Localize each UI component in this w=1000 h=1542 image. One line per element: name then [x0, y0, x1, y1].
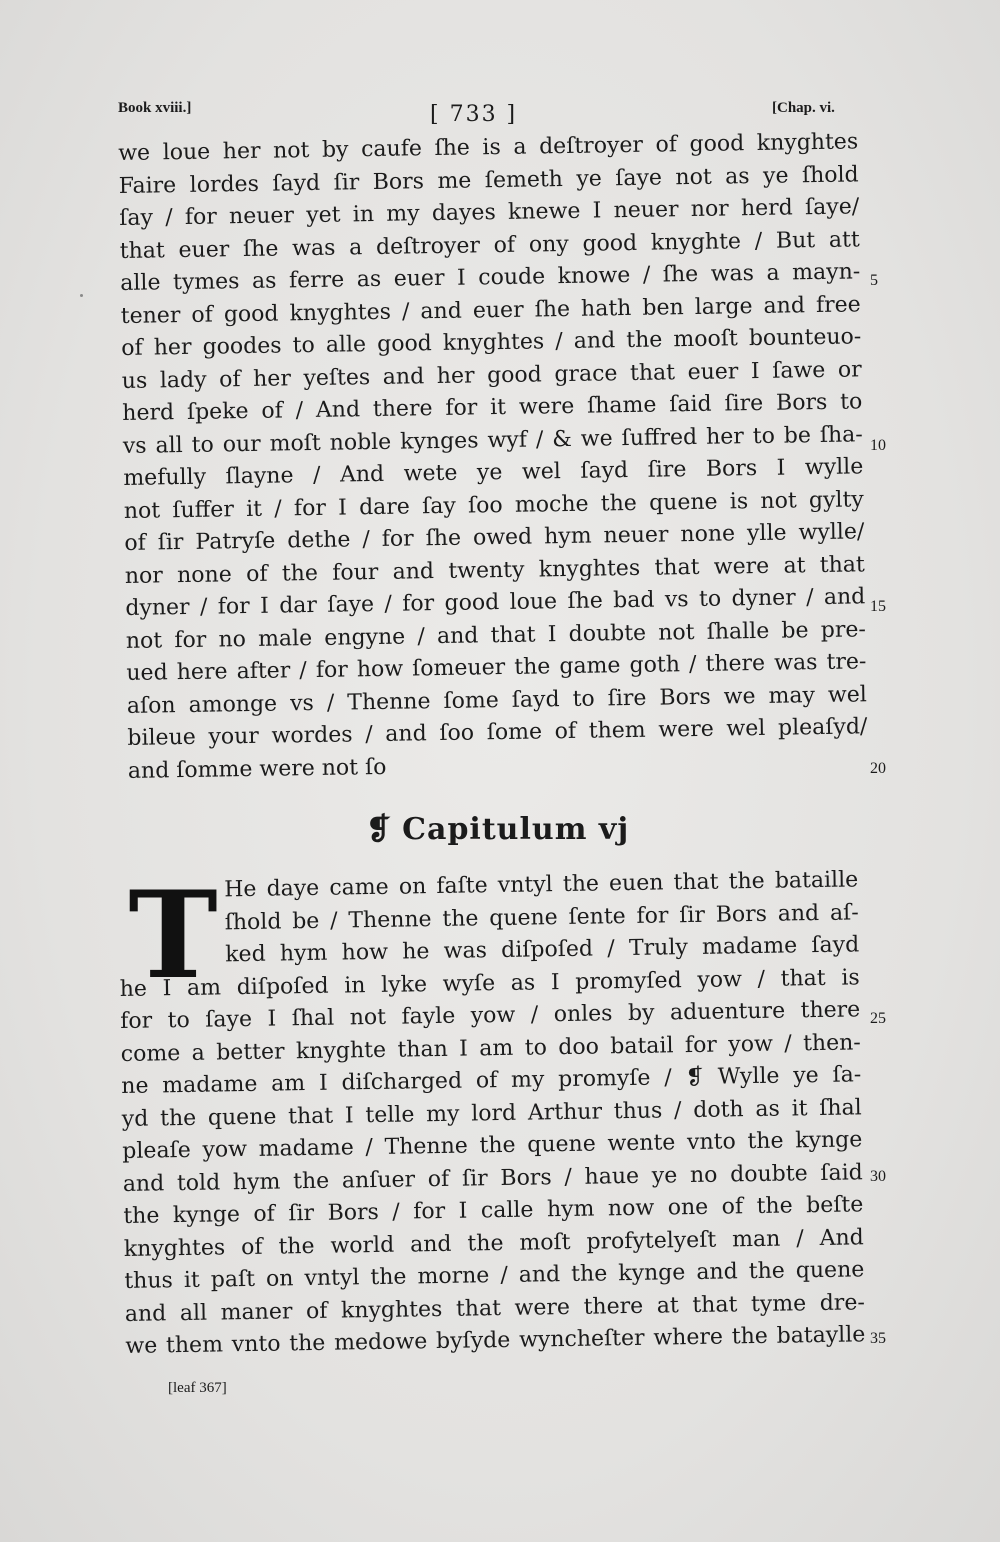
text-line: ſhold be / Thenne the quene ſente for ſir Bors and aſ- — [224, 899, 859, 935]
text-line: that euer ſhe was a deſtroyer of ony good knyghte / But att — [119, 226, 860, 264]
text-line: vs all to our moſt noble kynges wyf / & we ſuffred her to be ſha- — [122, 421, 863, 459]
text-line: the kynge of ſir Bors / for I calle hym now one of the beſte — [123, 1192, 864, 1229]
pilcrow-icon: ❡ — [366, 812, 393, 847]
line-number: 15 — [870, 598, 886, 615]
text-line: ked hym how he was diſpoſed / Truly madame ſayd — [225, 932, 860, 968]
text-line: yd the quene that I telle my lord Arthur thus / doth as it ſhal — [121, 1094, 862, 1132]
text-line: aſon amonge vs / Thenne ſome ſayd to ſire Bors we may wel — [126, 681, 868, 719]
text-line: of her goodes to alle good knyghtes / and the mooſt bounteuo- — [121, 324, 862, 361]
text-line: He daye came on faſte vntyl the euen that the bataille — [224, 867, 859, 903]
text-line: alle tymes as ferre as euer I coude knowe / ſhe was a mayn- — [120, 259, 861, 296]
line-number: 35 — [870, 1330, 886, 1347]
drop-cap-initial: T — [128, 865, 218, 1006]
line-number: 30 — [870, 1168, 886, 1185]
paper-speck — [80, 294, 83, 297]
text-line: not ſuffer it / for I dare ſay ſoo moche the quene is not gylty — [123, 486, 864, 524]
text-block-2 — [118, 864, 866, 1363]
text-line: we loue her not by caufe ſhe is a deſtroyer of good knyghtes — [118, 129, 859, 166]
text-block-1 — [118, 126, 868, 788]
text-line: of ſir Patryſe dethe / for ſhe owed hym neuer none ylle wylle/ — [124, 519, 865, 556]
text-line: mefully ſlayne / And wete ye wel ſayd ſire Bors I wylle — [123, 454, 864, 491]
leaf-note: [leaf 367] — [168, 1380, 227, 1396]
line-number: 20 — [870, 760, 886, 777]
text-line: thus it paſt on vntyl the morne / and the kynge and the quene — [124, 1257, 865, 1294]
text-line: herd ſpeke of / And there for it were ſhame ſaid ſire Bors to — [122, 389, 863, 426]
text-line: ued here after / for how ſomeuer the game goth / there was tre- — [126, 649, 867, 686]
line-number: 5 — [870, 272, 878, 289]
line-number: 25 — [870, 1010, 886, 1027]
running-head-chapter: [Chap. vi. — [772, 100, 835, 116]
chapter-title: Capitulum vj — [402, 812, 630, 847]
text-line: he I am diſpoſed in lyke wyſe as I promyſed yow / that is — [119, 964, 860, 1002]
line-number: 10 — [870, 437, 886, 454]
page-number: [ 733 ] — [430, 102, 518, 127]
running-head-book: Book xviii.] — [118, 100, 192, 116]
text-line: nor none of the four and twenty knyghtes that were at that — [124, 551, 865, 589]
text-line: for to ſaye I ſhal not fayle yow / onles by aduenture there — [120, 997, 861, 1034]
text-line: tener of good knyghtes / and euer ſhe hath ben large and free — [120, 291, 861, 329]
text-line: come a better knyghte than I am to doo batail for yow / then- — [120, 1029, 861, 1067]
text-line: and told hym the anſuer of ſir Bors / haue ye no doubte ſaid — [122, 1159, 863, 1197]
text-line: Faire lordes ſayd ſir Bors me ſemeth ye ſaye not as ye ſhold — [118, 161, 859, 199]
text-line: and all maner of knyghtes that were there at that tyme dre- — [124, 1289, 865, 1327]
text-line: us lady of her yeſtes and her good grace that euer I ſawe or — [121, 356, 862, 394]
text-line: knyghtes of the world and the moſt profytelyeſt man / And — [123, 1224, 864, 1262]
text-line: ne madame am I diſcharged of my promyſe / ❡ Wylle ye ſa- — [121, 1062, 862, 1099]
text-line: pleaſe yow madame / Thenne the quene wente vnto the kynge — [122, 1127, 863, 1164]
text-line: dyner / for I dar ſaye / for good loue ſhe bad vs to dyner / and — [125, 584, 866, 621]
text-line: we them vnto the medowe byſyde wyncheſter where the bataylle — [125, 1322, 866, 1359]
text-line: not for no male engyne / and that I doubte not ſhalle be pre- — [125, 616, 867, 654]
text-line: and ſomme were not ſo — [127, 754, 387, 784]
chapter-heading — [366, 812, 629, 847]
text-line: ſay / for neuer yet in my dayes knewe I neuer nor herd ſaye/ — [119, 194, 860, 231]
text-line: bileue your wordes / and ſoo ſome of them were wel pleaſyd/ — [127, 714, 868, 751]
